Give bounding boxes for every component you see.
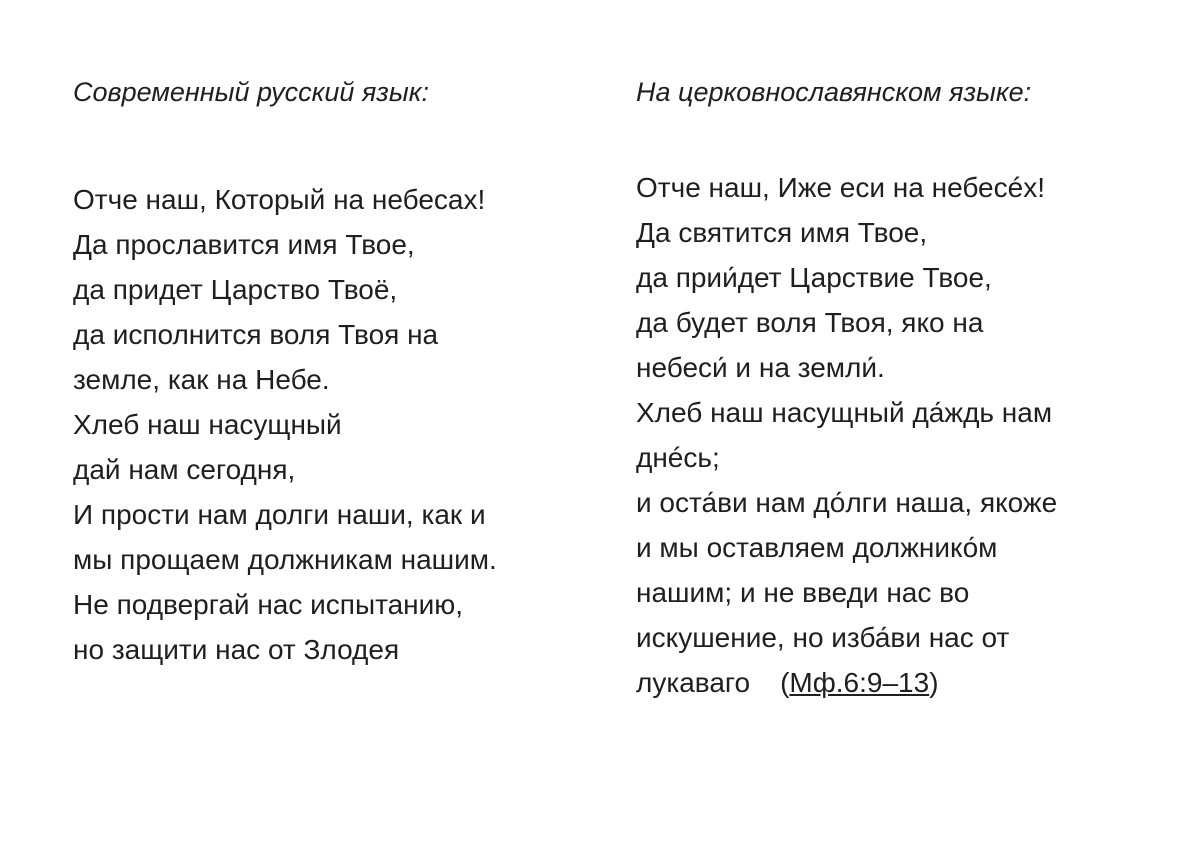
- prayer-line: Хлеб наш насущный да́ждь нам: [636, 397, 1053, 428]
- prayer-line: дай нам сегодня,: [73, 454, 296, 485]
- prayer-line-text: лукаваго: [636, 667, 751, 698]
- prayer-line: и оста́ви нам до́лги наша, якоже: [636, 487, 1058, 518]
- prayer-line: небеси́ и на земли́.: [636, 352, 885, 383]
- prayer-line: земле, как на Небе.: [73, 364, 330, 395]
- prayer-line: нашим; и не введи нас во: [636, 577, 970, 608]
- prayer-line: Отче наш, Иже еси на небесéх!: [636, 172, 1045, 203]
- prayer-line: да будет воля Твоя, яко на: [636, 307, 984, 338]
- prayer-line: днéсь;: [636, 442, 720, 473]
- prayer-line: но защити нас от Злодея: [73, 634, 400, 665]
- prayer-last-line: [636, 660, 1057, 705]
- reference-close-paren: ): [929, 667, 939, 698]
- reference-open-paren: (: [780, 667, 790, 698]
- church-slavonic-prayer-text: [636, 165, 1057, 705]
- prayer-line: Хлеб наш насущный: [73, 409, 342, 440]
- prayer-line: Да святится имя Твое,: [636, 217, 928, 248]
- prayer-line: Не подвергай нас испытанию,: [73, 589, 464, 620]
- prayer-line: да прии́дет Царствие Твое,: [636, 262, 992, 293]
- modern-russian-prayer-text: [73, 177, 497, 672]
- prayer-line: И прости нам долги наши, как и: [73, 499, 486, 530]
- prayer-line: да придет Царство Твоё,: [73, 274, 398, 305]
- church-slavonic-heading: На церковнославянском языке:: [636, 77, 1032, 107]
- prayer-line: искушение, но изба́ви нас от: [636, 622, 1010, 653]
- prayer-line: Да прославится имя Твое,: [73, 229, 415, 260]
- prayer-line: Отче наш, Который на небесах!: [73, 184, 486, 215]
- prayer-line: и мы оставляем должнико́м: [636, 532, 998, 563]
- prayer-line: да исполнится воля Твоя на: [73, 319, 439, 350]
- modern-russian-heading: Современный русский язык:: [73, 77, 429, 107]
- scripture-reference-link[interactable]: Мф.6:9–13: [789, 667, 930, 698]
- prayer-line: мы прощаем должникам нашим.: [73, 544, 497, 575]
